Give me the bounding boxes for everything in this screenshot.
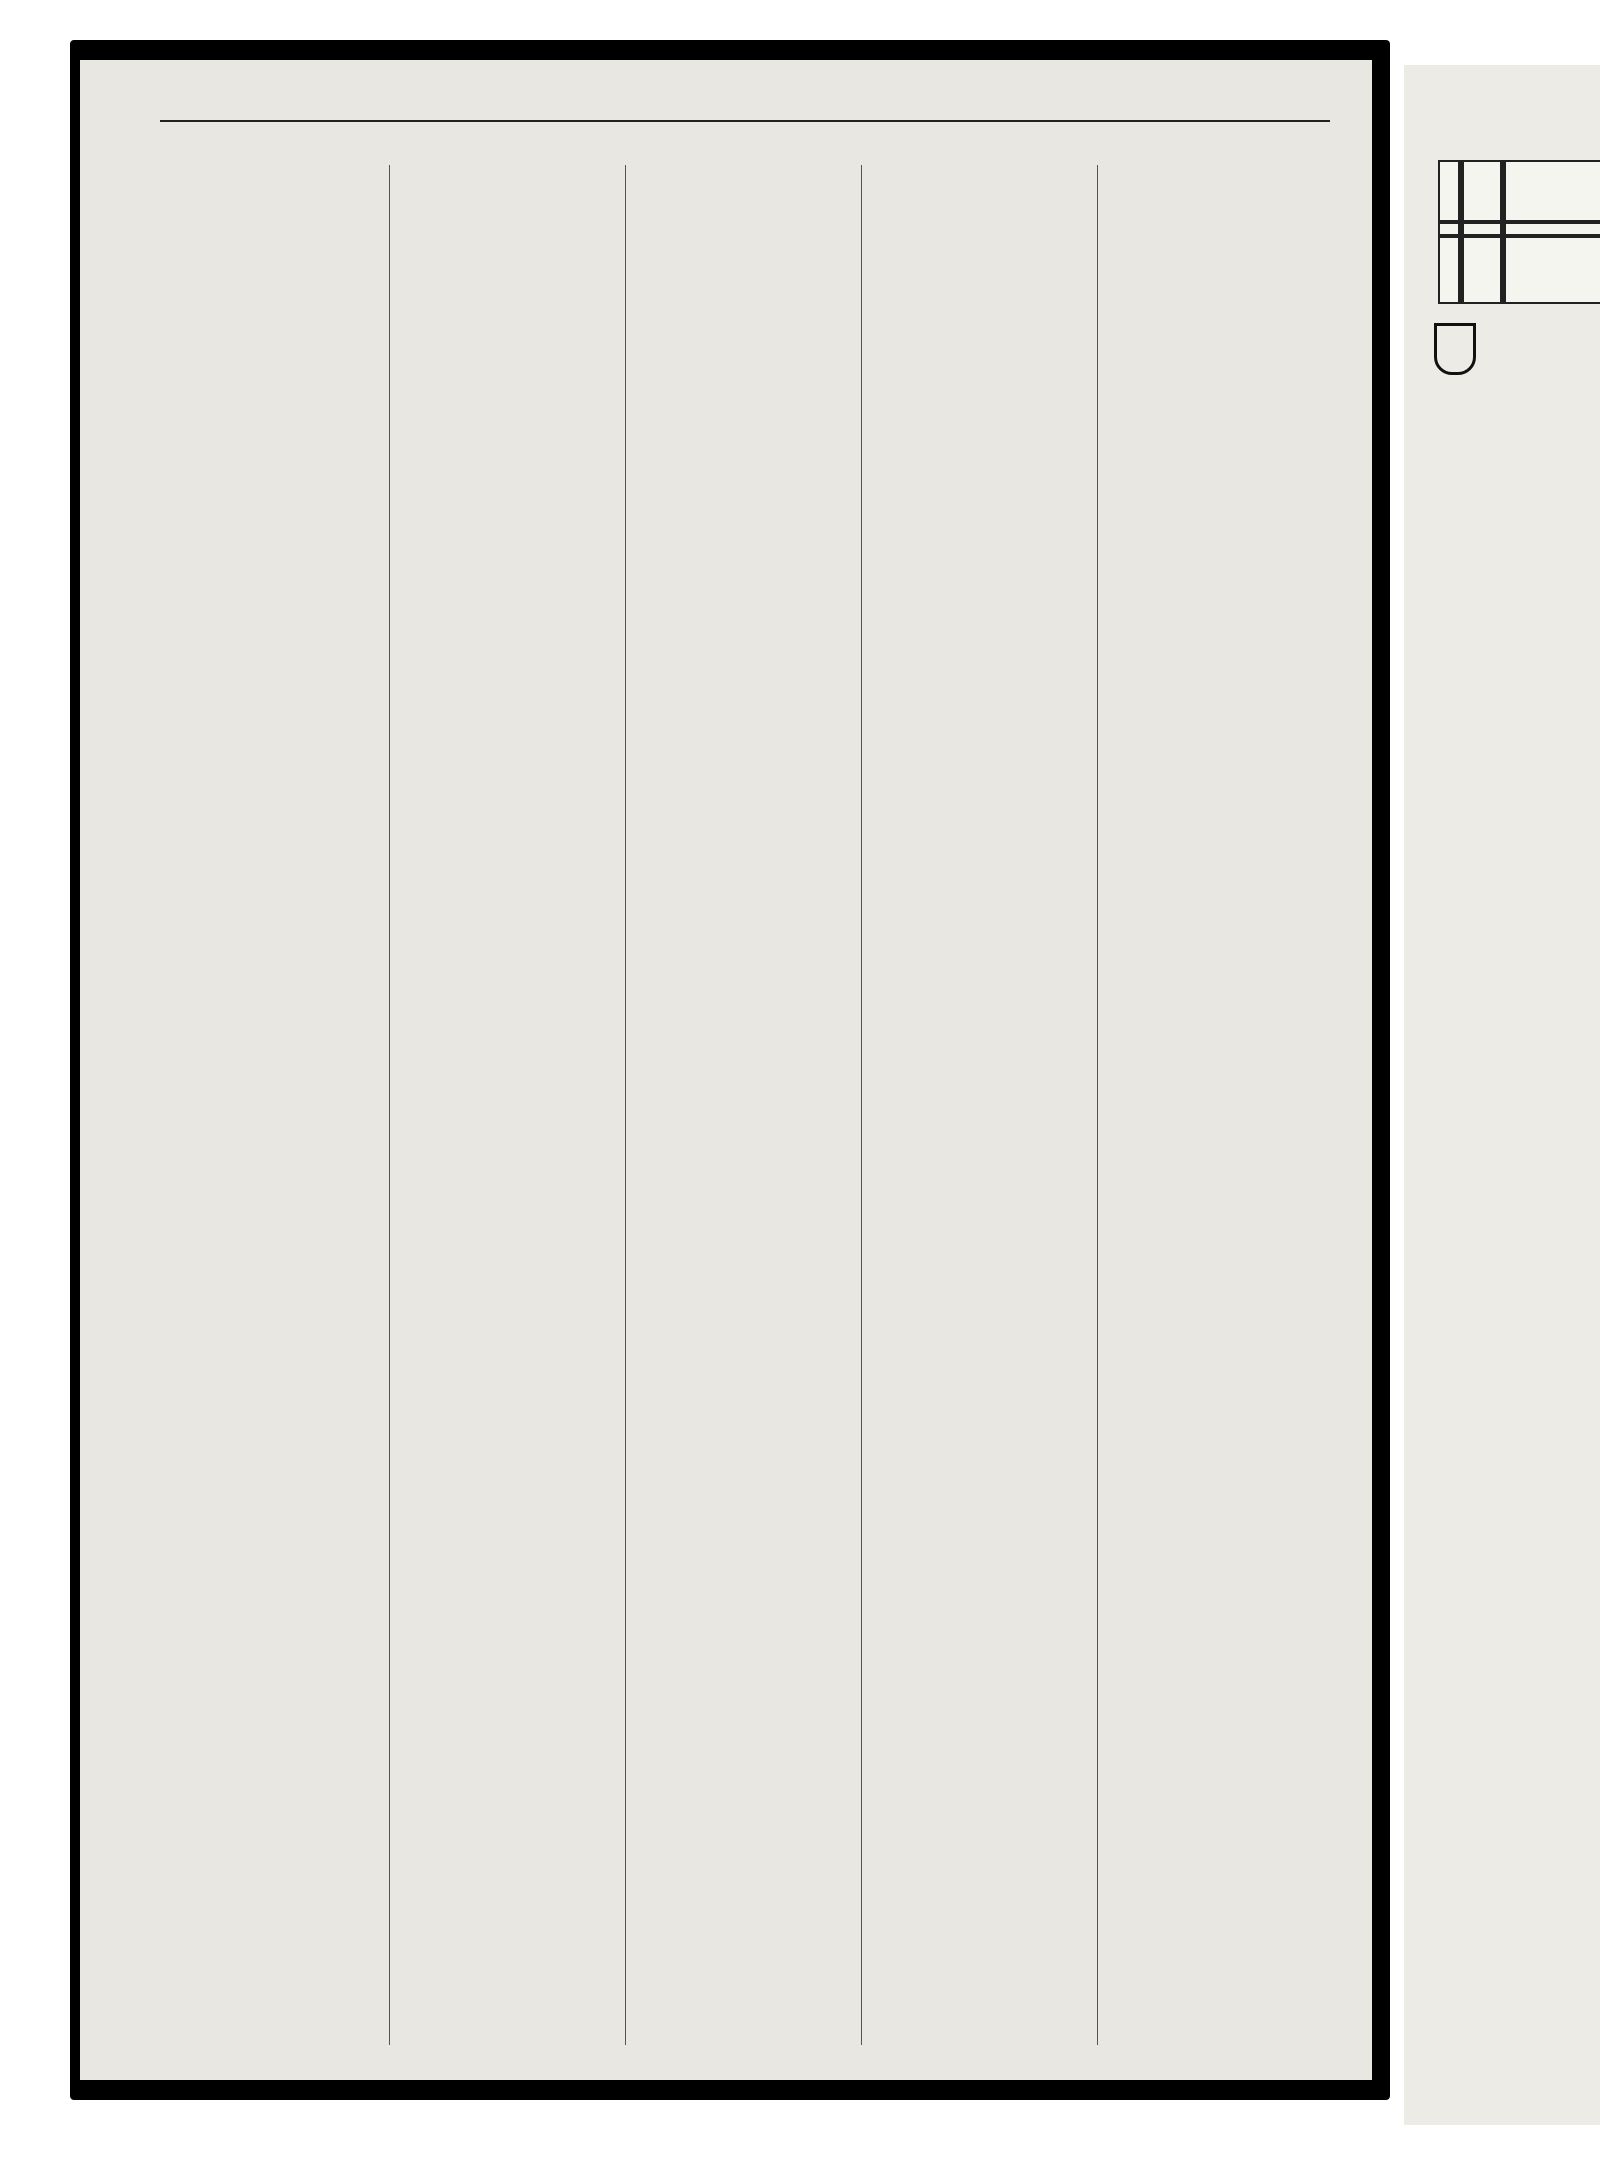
- adjacent-page: [1404, 65, 1600, 2125]
- map-road: [1440, 220, 1600, 224]
- directory-column-2: [396, 156, 618, 2031]
- column-divider: [861, 165, 862, 2045]
- street-map-sketch: [1438, 160, 1600, 304]
- map-road: [1440, 234, 1600, 238]
- page-header: [160, 92, 1340, 152]
- column-divider: [1097, 165, 1098, 2045]
- map-road: [1500, 162, 1506, 302]
- sparcasse-advert: [1434, 318, 1600, 398]
- directory-column-3: [632, 156, 854, 2031]
- bank-shield-icon: [1434, 323, 1476, 375]
- directory-column-1: [160, 156, 382, 2031]
- map-road: [1458, 162, 1464, 302]
- directory-column-4: [868, 156, 1090, 2031]
- column-divider: [625, 165, 626, 2045]
- header-rule: [160, 120, 1330, 122]
- column-divider: [389, 165, 390, 2045]
- directory-column-5: [1104, 156, 1332, 2031]
